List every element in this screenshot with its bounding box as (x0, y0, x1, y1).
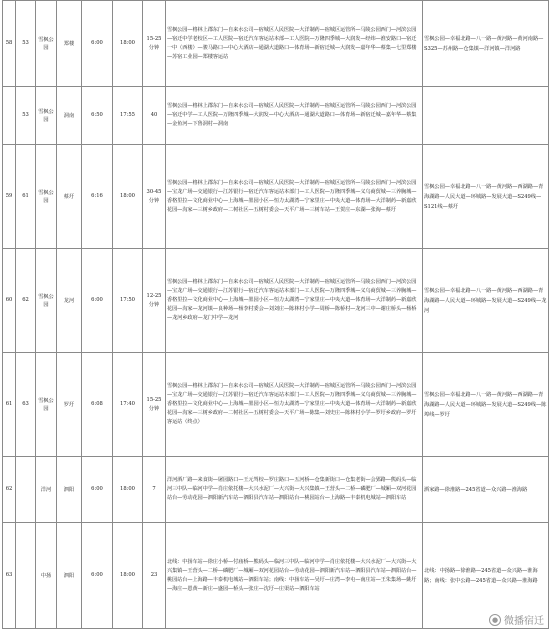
table-row (3, 523, 549, 629)
table-row (3, 457, 549, 523)
interval-cell: 7 (143, 457, 166, 523)
first-bus-cell: 6:00 (82, 1, 113, 87)
route-seq-cell: 62 (3, 457, 16, 523)
line-number-cell: 62 (16, 249, 36, 353)
origin-cell: 中扬 (36, 523, 57, 629)
wechat-icon: ● (489, 614, 501, 626)
origin-cell: 雪枫公园 (36, 1, 57, 87)
last-bus-cell: 18:00 (113, 523, 143, 629)
stops-cell: 北线：中扬车站—徐庄小桥—付庙桥—熊码头—临河三中队—临河中学—肖庄依托楼—大兴水泥厂—大兴街—大兴集镇—王营头—二桥—磷肥厂—城厢—双河花园站台—劳动花园—泗阳新汽车站—泗阳县汽车站—泗阳站台—桃园站台—上海路—丰泰机电城站—泗阳车站；南线：中扬车站—吴圩—庄湾—李屯—南庄站—王朱集场—姚圩—海庄—恩黄—新庄—盛园—桥头—张庄—沈圩—庄渠站—泗阳车站 (166, 523, 423, 629)
direction-cell: 北线：中扬路—徐淮路—245省道—众兴路—淮海路；南线：张中公路—245省道—众兴路—淮海路 (423, 523, 549, 629)
stops-cell: 雪枫公园—格林上郡东门—自来水公司—宿城区人民医院—大洋制药—宿城区运管所—马陵公园西门—河滨公园—宿迁中学—工人医院—万隆四季城—大润发—中心大酒店—通湖大道路口—体育场—新宿迁城—嘉年华—蔡集—金鱼河—下鲁洞村—洞南 (166, 87, 423, 145)
route-seq-cell: 58 (3, 1, 16, 87)
table-row (3, 353, 549, 457)
table-row (3, 145, 549, 249)
route-seq-cell (3, 87, 16, 145)
route-seq-cell: 63 (3, 523, 16, 629)
first-bus-cell: 6:00 (82, 457, 113, 523)
table-row (3, 249, 549, 353)
last-bus-cell: 17:55 (113, 87, 143, 145)
first-bus-cell: 6:00 (82, 249, 113, 353)
stops-cell: 雪枫公园—格林上郡东门—自来水公司—宿城区人民医院—大洋制药—宿城区运管所—马陵公园西门—河滨公园—宝龙广场—交通银行—江苏银行—宿迁汽车客运站本部门—工人医院—万隆四季城—义乌商贸城—三养胸城—香格里拉—文化商业中心—上海城—墨园小区—恒力太湖湾—宁家里庄—中央大道—体育场—大洋制药—新嘉欣花园—沟家—三树乡政府—二树社区—五树村委会—天平广场—陈集—刘史庄—陈林村小学—罗圩乡政府—罗圩客运站（终点） (166, 353, 423, 457)
line-number-cell (16, 523, 36, 629)
direction-cell: 洒家路—徐淮路—245省道—众兴路—淮海路 (423, 457, 549, 523)
line-number-cell: 53 (16, 87, 36, 145)
line-number-cell: 53 (16, 1, 36, 87)
destination-cell: 洞南 (57, 87, 82, 145)
stops-cell: 雪枫公园—格林上郡东门—自来水公司—宿城区人民医院—大洋制药—宿城区运管所—马陵公园西门—河滨公园—宿迁中学老校区—工人医院—宿迁汽车客运站本部—工人医院—万隆四季城—大润发—经纬—淮安路口—宿迁一中（西楼）—骏马路口—中心大酒店—通湖大道路口—体育场—新宿迁城—大润发—嘉年华—蔡集—七里郑楼—苏宿工业园—郑楼客运站 (166, 1, 423, 87)
direction-cell (423, 87, 549, 145)
direction-cell: 雪枫公园—幸福北路—八一路—黄河路—西湖路—青海湖路—人民大道—环城路—发展大道—S249线—龙河 (423, 249, 549, 353)
watermark-text: 微播宿迁 (504, 616, 544, 627)
interval-cell: 23 (143, 523, 166, 629)
stops-cell: 雪枫公园—格林上郡东门—自来水公司—宿城区人民医院—大洋制药—宿城区运管所—马陵公园西门—河滨公园—宝龙广场—交通银行—江苏银行—宿迁汽车客运站本部门—工人医院—万隆四季城—义乌商贸城—三养胸城—香格里拉—文化商业中心—上海城—墨园小区—恒力太湖湾—宁家里庄—中央大道—体育场—大洋制药—新嘉欣花园—沟家—龙河镇—良种场—杨李村委会—刘刘庄—陈林村小学—周桥—陈桥村—龙河三中—谢庄桥头—杨桥—龙河乡政府—龙门中学—龙河 (166, 249, 423, 353)
direction-cell: 雪枫公园—幸福北路—八一路—黄河路—西湖路—青海湖路—人民大道—环城路—发展大道—S249线—S121线—蔡圩 (423, 145, 549, 249)
last-bus-cell: 17:50 (113, 249, 143, 353)
table-row (3, 87, 549, 145)
route-seq-cell: 59 (3, 145, 16, 249)
line-number-cell: 63 (16, 353, 36, 457)
last-bus-cell: 18:00 (113, 457, 143, 523)
destination-cell: 郑楼 (57, 1, 82, 87)
stops-cell: 洋河酒厂路—来食街—屠园路口—王元驾校—罗庄路口—五河桥—仓集新街口—仓集老街—会郢路—熊码头—临河三中队—临河中学—肖庄依托楼—大兴水泥厂—大兴街—大兴集镇—王营头—二桥—磷肥厂—城厢—双河花园站台—劳动花园—泗阳新汽车站—泗阳县汽车站—泗阳站台—桃园站台—上海路—丰泰机电城站—泗阳车站 (166, 457, 423, 523)
destination-cell: 龙河 (57, 249, 82, 353)
interval-cell: 40 (143, 87, 166, 145)
stops-cell: 雪枫公园—格林上郡东门—自来水公司—宿城区人民医院—大洋制药—宿城区运管所—马陵公园西门—河滨公园—宝龙广场—交通银行—江苏银行—宿迁汽车客运站本部门—工人医院—万隆四季城—义乌商贸城—三养胸城—香格里拉—文化商业中心—上海城—墨园小区—恒力太湖湾—宁家里庄—中央大道—体育场—大洋制药—新嘉欣花园—沟家—三树乡政府—二树社区—五树村委会—天平广场—三树车站—王贺庄—东湖—张淘—蔡圩 (166, 145, 423, 249)
origin-cell: 雪枫公园 (36, 145, 57, 249)
origin-cell: 雪枫公园 (36, 353, 57, 457)
table-row (3, 1, 549, 87)
destination-cell: 泗阳 (57, 523, 82, 629)
origin-cell: 雪枫公园 (36, 249, 57, 353)
direction-cell: 雪枫公园—幸福北路—八一路—黄河路—西湖路—青海湖路—人民大道—环城路—发展大道—S249线—陈埠线—罗圩 (423, 353, 549, 457)
first-bus-cell: 6:16 (82, 145, 113, 249)
last-bus-cell: 18:00 (113, 145, 143, 249)
line-number-cell (16, 457, 36, 523)
first-bus-cell: 6:08 (82, 353, 113, 457)
interval-cell: 15-25分钟 (143, 353, 166, 457)
first-bus-cell: 6:00 (82, 523, 113, 629)
bus-route-table (2, 0, 549, 629)
interval-cell: 15-25分钟 (143, 1, 166, 87)
destination-cell: 泗阳 (57, 457, 82, 523)
destination-cell: 蔡圩 (57, 145, 82, 249)
origin-cell: 雪枫公园 (36, 87, 57, 145)
direction-cell: 雪枫公园—幸福北路—八一路—黄河路—黄河南路—S325—苏州路—仓集镇—洋河镇—洋河路 (423, 1, 549, 87)
last-bus-cell: 18:00 (113, 1, 143, 87)
origin-cell: 洋河 (36, 457, 57, 523)
line-number-cell: 61 (16, 145, 36, 249)
route-seq-cell: 60 (3, 249, 16, 353)
interval-cell: 12-25分钟 (143, 249, 166, 353)
interval-cell: 30-45分钟 (143, 145, 166, 249)
last-bus-cell: 17:40 (113, 353, 143, 457)
watermark (489, 612, 544, 627)
route-seq-cell: 61 (3, 353, 16, 457)
destination-cell: 罗圩 (57, 353, 82, 457)
first-bus-cell: 6:50 (82, 87, 113, 145)
